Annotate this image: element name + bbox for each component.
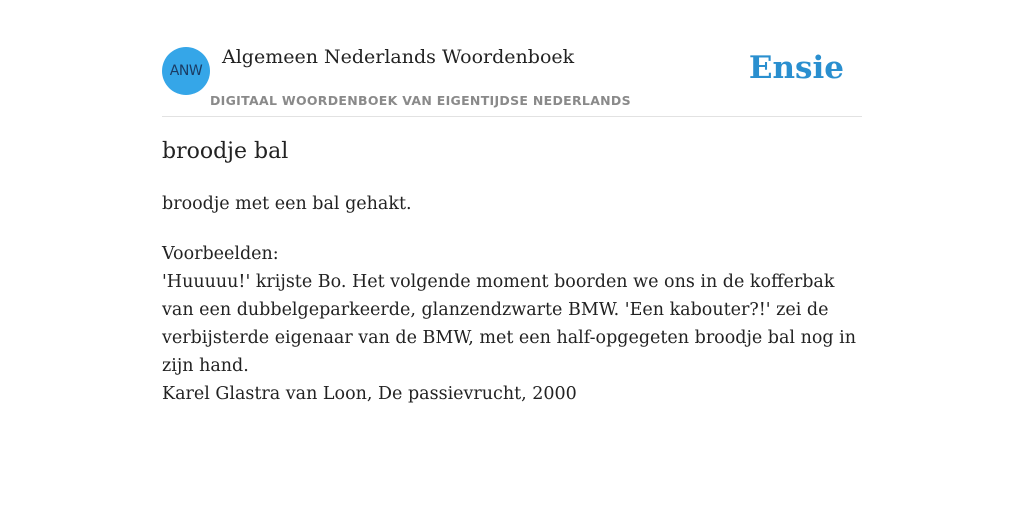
site-subtitle: DIGITAAL WOORDENBOEK VAN EIGENTIJDSE NEDERLANDS [210, 93, 631, 108]
logo-text: ANW [169, 63, 203, 79]
entry-term: broodje bal [162, 139, 289, 164]
entry-definition: broodje met een bal gehakt. [162, 194, 412, 214]
site-header [162, 40, 862, 117]
anw-logo[interactable] [162, 47, 210, 95]
site-title[interactable]: Algemeen Nederlands Woordenboek [222, 46, 575, 68]
ensie-brand-logo[interactable]: Ensie [748, 50, 844, 86]
examples-label: Voorbeelden: [162, 244, 279, 264]
example-source: Karel Glastra van Loon, De passievrucht, 2000 [162, 384, 577, 404]
example-text: 'Huuuuu!' krijste Bo. Het volgende moment boorden we ons in de kofferbak van een dubbelgeparkeerde, glanzendzwarte BMW. 'Een kabouter?!' zei de verbijsterde eigenaar van de BMW, met een half-opgegeten broodje bal nog in zijn hand. [162, 272, 857, 376]
examples-section [162, 240, 862, 408]
